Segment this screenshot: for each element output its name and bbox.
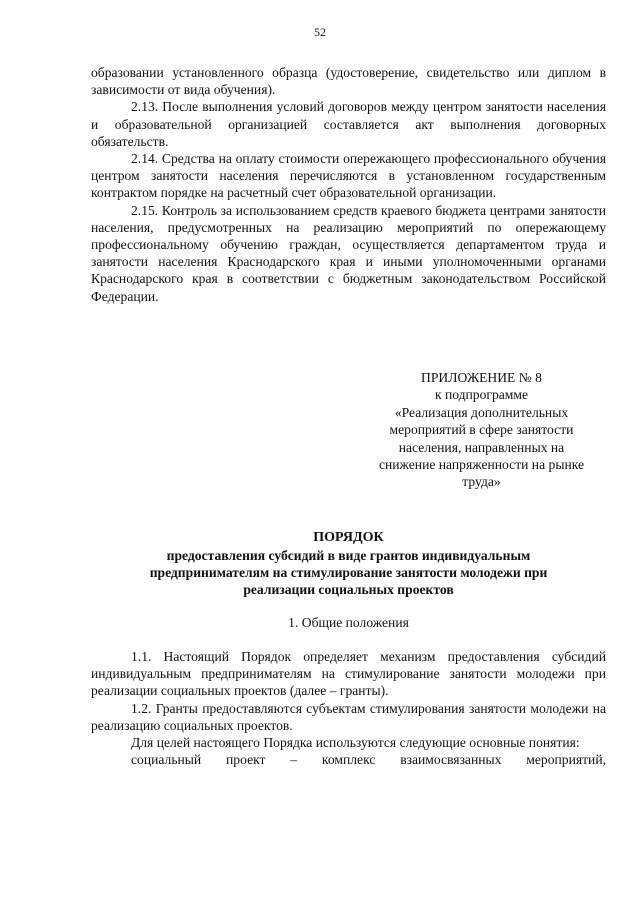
paragraph-2-14: 2.14. Средства на оплату стоимости опережающего профессионального обучения центром занятости населения перечисляются в установленном государственным контрактом порядке на расчетный счет образовательной организации. [91,151,606,201]
appendix-block [364,369,599,491]
word: – [290,752,298,768]
order-subtitle-line: реализации социальных проектов [243,582,454,597]
top-text-block [91,64,606,305]
appendix-number: ПРИЛОЖЕНИЕ № 8 [421,370,542,385]
appendix-line: снижение напряженности на рынке [378,457,585,473]
body-text-block [91,648,606,768]
definition-line [91,751,606,768]
order-subtitle [91,547,606,598]
section-title: 1. Общие положения [288,615,409,630]
appendix-line: населения, направленных на [398,439,565,455]
word: взаимосвязанных [400,752,502,768]
paragraph-continuation: образовании установленного образца (удостоверение, свидетельство или диплом в зависимости от вида обучения). [91,65,606,98]
paragraph-2-13: 2.13. После выполнения условий договоров между центром занятости населения и образовательной организацией составляется акт выполнения договорных обязательств. [91,99,606,149]
page-number: 52 [314,25,326,39]
word: социальный [131,752,202,768]
appendix-line: к подпрограмме [434,387,529,403]
paragraph-1-2: 1.2. Гранты предоставляются субъектам стимулирования занятости молодежи на реализацию социальных проектов. [91,700,606,733]
paragraph-definitions-intro: Для целей настоящего Порядка используются следующие основные понятия: [131,735,580,751]
paragraph-2-15: 2.15. Контроль за использованием средств краевого бюджета центрами занятости населения, предусмотренных на реализацию мероприятий по опережающему профессиональному обучению граждан, осуществляется департаментом труда и занятости населения Краснодарского края и иными уполномоченными органами Краснодарского края в соответствии с бюджетным законодательством Российской Федерации. [91,202,606,304]
appendix-line: мероприятий в сфере занятости [389,422,574,438]
word: проект [226,752,266,768]
order-heading: ПОРЯДОК [313,530,384,545]
order-subtitle-line: предоставления субсидий в виде грантов индивидуальным [166,548,531,563]
paragraph-1-1: 1.1. Настоящий Порядок определяет механизм предоставления субсидий индивидуальным предпринимателям на стимулирование занятости молодежи при реализации социальных проектов (далее – гранты). [91,649,606,699]
word: комплекс [321,752,376,768]
word: мероприятий, [526,752,606,768]
appendix-line: «Реализация дополнительных [394,404,569,420]
order-subtitle-line: предпринимателям на стимулирование занятости молодежи при [149,565,548,580]
appendix-line: труда» [462,474,501,490]
